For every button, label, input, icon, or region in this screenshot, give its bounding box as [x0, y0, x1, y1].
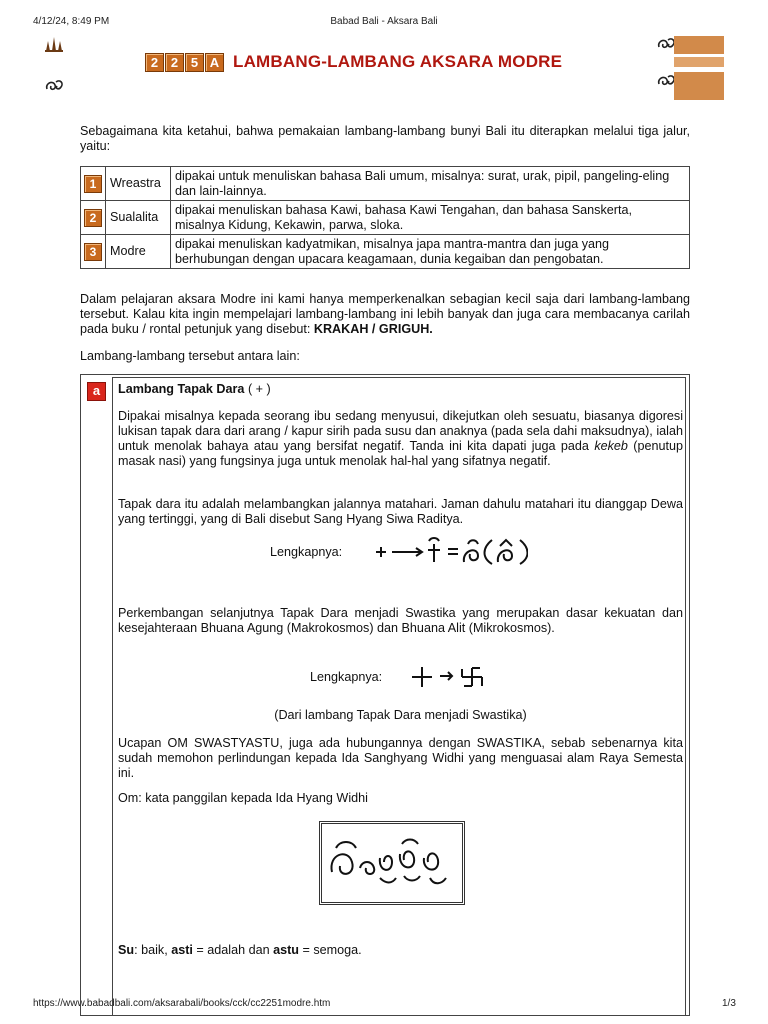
section-inner-frame	[112, 377, 686, 1016]
jalur-description: dipakai menuliskan kadyatmikan, misalnya japa mantra-mantra dan juga yang berhubungan dengan upacara keagamaan, dunia kegaiban dan pengobatan.	[171, 235, 690, 269]
table-row	[81, 167, 690, 201]
balinese-script-ornament-icon	[656, 73, 676, 91]
om-definition: Om: kata panggilan kepada Ida Hyang Widhi	[118, 791, 368, 805]
jalur-table	[80, 166, 690, 269]
table-row	[81, 201, 690, 235]
temple-ornament-icon	[44, 36, 64, 52]
balinese-script-image-icon	[322, 824, 462, 902]
om-swastyastu-script-image	[319, 821, 465, 905]
balinese-script-ornament-icon	[43, 77, 65, 95]
krakah-paragraph: Dalam pelajaran aksara Modre ini kami hanya memperkenalkan sebagian kecil saja dari lambang-lambang tersebut. Kalau kita ingin mempelajari lambang-lambang ini lebih banyak dan juga cara membacanya carilah pada buku / rontal petunjuk yang disebut: KRAKAH / GRIGUH.	[80, 292, 690, 336]
om-swastyastu-paragraph: Ucapan OM SWASTYASTU, juga ada hubungannya dengan SWASTIKA, sebab sebenarnya kita sudah memohon perlindungan kepada Ida Sanghyang Widhi yang menguasai alam Raya Semesta ini.	[118, 736, 683, 780]
section-code-box: A	[205, 53, 224, 72]
jalur-name: Modre	[106, 235, 171, 269]
swastika-transition-icon	[410, 664, 488, 690]
jalur-description: dipakai untuk menuliskan bahasa Bali umum, misalnya: surat, urak, pipil, pangeling-eling dan lain-lainnya.	[171, 167, 690, 201]
print-datetime: 4/12/24, 8:49 PM	[33, 16, 110, 27]
number-badge: 2	[84, 209, 102, 227]
balinese-script-ornament-icon	[656, 36, 676, 54]
table-row	[81, 235, 690, 269]
section-label-badge: a	[87, 382, 106, 401]
print-page-number: 1/3	[722, 998, 736, 1009]
jalur-description: dipakai menuliskan bahasa Kawi, bahasa Kawi Tengahan, dan bahasa Sanskerta, misalnya Kidung, Kekawin, parwa, sloka.	[171, 201, 690, 235]
print-url[interactable]: https://www.babadbali.com/aksarabali/books/cck/cc2251modre.htm	[33, 998, 331, 1009]
section-heading: Lambang Tapak Dara ( + )	[118, 382, 271, 396]
krakah-title: KRAKAH / GRIGUH.	[313, 322, 433, 336]
jalur-name: Sualalita	[106, 201, 171, 235]
swastika-paragraph: Perkembangan selanjutnya Tapak Dara menjadi Swastika yang merupakan dasar kekuatan dan kesejahteraan Bhuana Agung (Makrokosmos) dan Bhuana Alit (Mikrokosmos).	[118, 606, 683, 635]
number-badge: 3	[84, 243, 102, 261]
print-page-title: Babad Bali - Aksara Bali	[330, 16, 438, 27]
lengkapnya-label: Lengkapnya:	[310, 670, 383, 684]
section-code-box: 5	[185, 53, 204, 72]
number-badge: 1	[84, 175, 102, 193]
tapak-dara-sequence-icon	[372, 536, 528, 566]
tapak-dara-paragraph: Dipakai misalnya kepada seorang ibu sedang menyusui, dikejutkan oleh sesuatu, biasanya digoresi lukisan tapak dara dari arang / kapur sirih pada susu dan anaknya (pada sela dahi maksudnya), ialah untuk menolak bahaya atau yang bersifat negatif. Tanda ini kita dapati juga pada kekeb (penutup masak nasi) yang fungsinya juga untuk menolak hal-hal yang sifatnya negatif.	[118, 409, 684, 468]
swastika-caption: (Dari lambang Tapak Dara menjadi Swastika)	[274, 708, 527, 722]
page-title: LAMBANG-LAMBANG AKSARA MODRE	[233, 52, 563, 71]
lengkapnya-label: Lengkapnya:	[270, 545, 343, 559]
decorative-stripe	[674, 57, 724, 67]
intro-paragraph: Sebagaimana kita ketahui, bahwa pemakaian lambang-lambang bunyi Bali itu diterapkan melalui tiga jalur, yaitu:	[80, 124, 690, 153]
decorative-stripe	[674, 36, 724, 54]
section-code-box: 2	[145, 53, 164, 72]
matahari-paragraph: Tapak dara itu adalah melambangkan jalannya matahari. Jaman dahulu matahari itu dianggap Dewa yang tertinggi, yang di Bali disebut Sang Hyang Siwa Raditya.	[118, 497, 683, 526]
su-asti-astu-definition: Su: baik, asti = adalah dan astu = semoga.	[118, 943, 362, 957]
list-intro: Lambang-lambang tersebut antara lain:	[80, 349, 300, 363]
section-code-box: 2	[165, 53, 184, 72]
decorative-stripe	[674, 72, 724, 100]
page-title-bar	[145, 52, 562, 72]
jalur-name: Wreastra	[106, 167, 171, 201]
